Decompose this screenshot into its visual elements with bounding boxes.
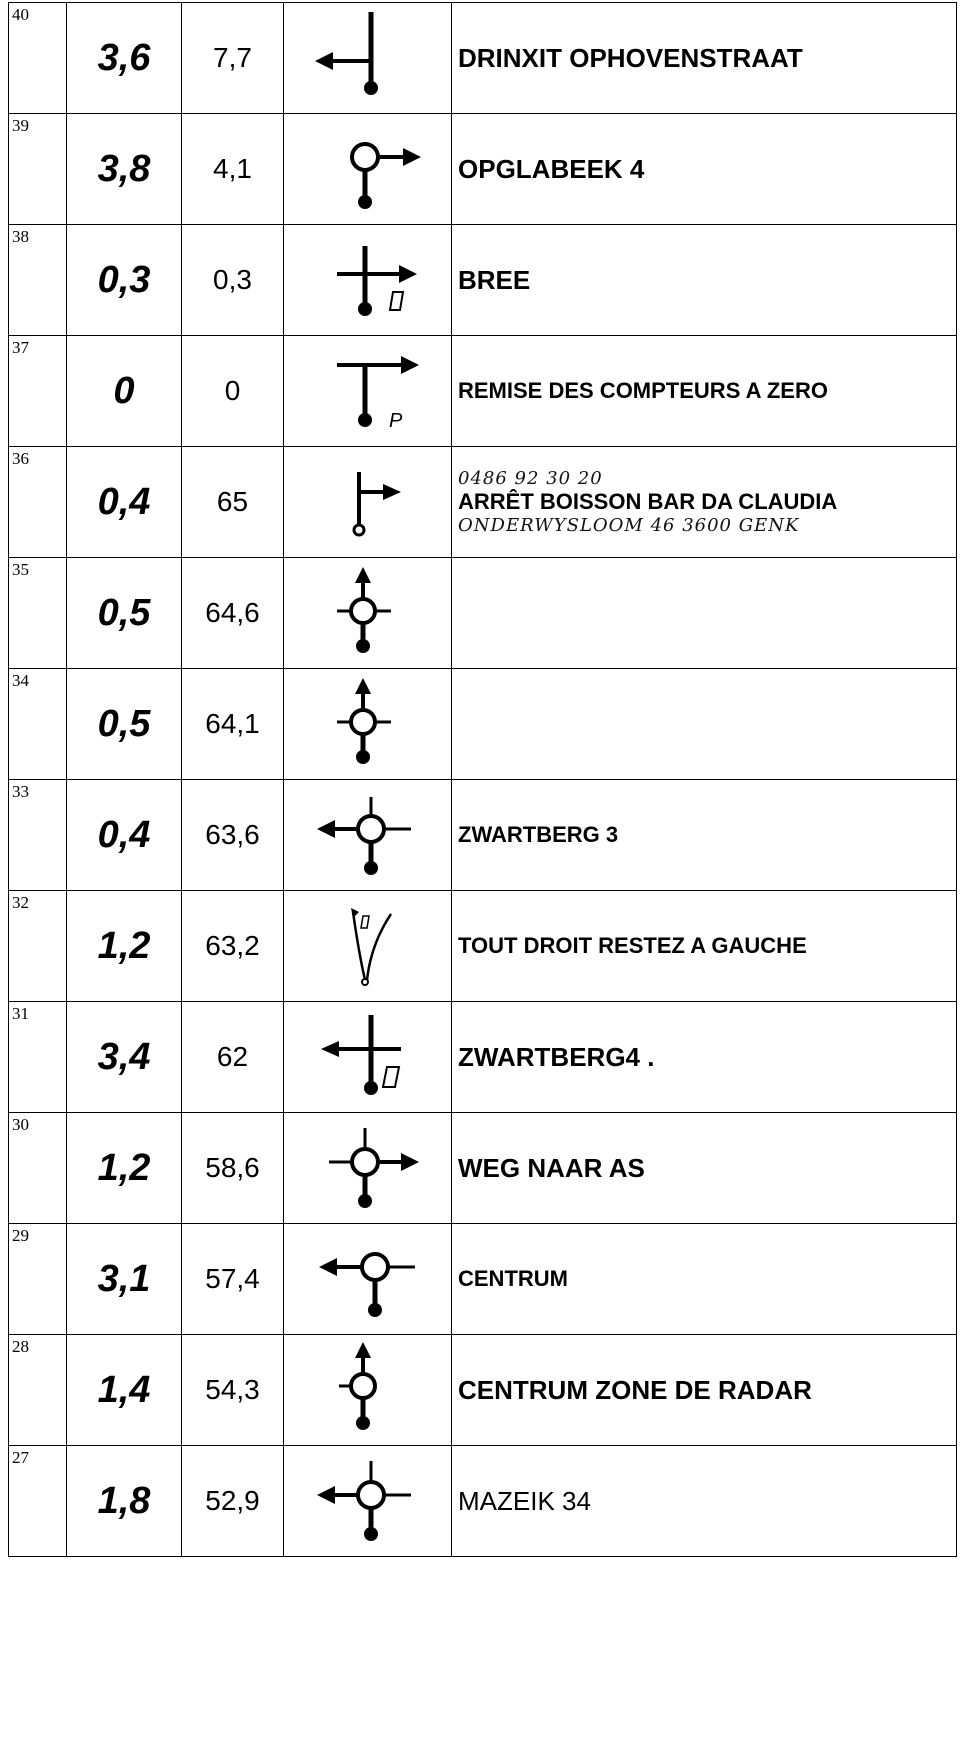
table-row	[9, 1446, 957, 1557]
row-number: 27	[12, 1448, 29, 1467]
left-turn-t-icon	[293, 6, 443, 110]
partial-distance: 0,3	[67, 225, 182, 336]
crossroads-left-sign-icon	[293, 1005, 443, 1109]
partial-distance: 0	[67, 336, 182, 447]
roundabout-straight-icon	[293, 1338, 443, 1442]
row-number: 39	[12, 116, 29, 135]
row-number: 40	[12, 5, 29, 24]
direction-text: REMISE DES COMPTEURS A ZERO	[452, 336, 957, 447]
roundabout-left-icon	[293, 1227, 443, 1331]
roundabout-straight-icon	[293, 672, 443, 776]
roundabout-left-icon	[293, 1449, 443, 1553]
total-distance: 62	[182, 1002, 284, 1113]
row-number: 32	[12, 893, 29, 912]
row-number: 38	[12, 227, 29, 246]
row-number: 36	[12, 449, 29, 468]
table-row	[9, 891, 957, 1002]
roadbook-table	[8, 2, 957, 1557]
row-number: 31	[12, 1004, 29, 1023]
t-junction-right-parking-icon	[293, 339, 443, 443]
table-row	[9, 780, 957, 891]
partial-distance: 1,4	[67, 1335, 182, 1446]
direction-text: BREE	[452, 225, 957, 336]
total-distance: 58,6	[182, 1113, 284, 1224]
total-distance: 64,6	[182, 558, 284, 669]
row-number: 28	[12, 1337, 29, 1356]
total-distance: 0	[182, 336, 284, 447]
table-row	[9, 336, 957, 447]
direction-text: TOUT DROIT RESTEZ A GAUCHE	[452, 891, 957, 1002]
row-number: 35	[12, 560, 29, 579]
partial-distance: 0,4	[67, 780, 182, 891]
table-row	[9, 1335, 957, 1446]
table-row	[9, 3, 957, 114]
turn-right-icon	[293, 450, 443, 554]
crossroads-right-sign-icon	[293, 228, 443, 332]
partial-distance: 3,4	[67, 1002, 182, 1113]
total-distance: 4,1	[182, 114, 284, 225]
total-distance: 57,4	[182, 1224, 284, 1335]
direction-text: OPGLABEEK 4	[452, 114, 957, 225]
handwritten-address: ONDERWYSLOOM 46 3600 GENK	[458, 515, 800, 536]
table-row	[9, 447, 957, 558]
row-number: 33	[12, 782, 29, 801]
partial-distance: 3,6	[67, 3, 182, 114]
table-row	[9, 114, 957, 225]
handwritten-phone: 0486 92 30 20	[458, 468, 603, 489]
table-row	[9, 558, 957, 669]
table-row	[9, 1113, 957, 1224]
direction-text: WEG NAAR AS	[452, 1113, 957, 1224]
partial-distance: 3,8	[67, 114, 182, 225]
total-distance: 54,3	[182, 1335, 284, 1446]
row-number: 34	[12, 671, 29, 690]
table-row	[9, 225, 957, 336]
roundabout-right-icon	[293, 1116, 443, 1220]
roundabout-right-icon	[293, 117, 443, 221]
partial-distance: 1,2	[67, 1113, 182, 1224]
parking-label: P	[388, 410, 402, 432]
direction-text	[452, 669, 957, 780]
partial-distance: 3,1	[67, 1224, 182, 1335]
table-row	[9, 669, 957, 780]
row-number: 37	[12, 338, 29, 357]
partial-distance: 0,5	[67, 669, 182, 780]
roundabout-left-icon	[293, 783, 443, 887]
direction-text: CENTRUM	[452, 1224, 957, 1335]
total-distance: 0,3	[182, 225, 284, 336]
table-row	[9, 1224, 957, 1335]
direction-text: MAZEIK 34	[452, 1446, 957, 1557]
fork-keep-left-icon	[293, 894, 443, 998]
partial-distance: 0,4	[67, 447, 182, 558]
direction-text: ZWARTBERG 3	[452, 780, 957, 891]
total-distance: 63,2	[182, 891, 284, 1002]
direction-text: CENTRUM ZONE DE RADAR	[452, 1335, 957, 1446]
total-distance: 52,9	[182, 1446, 284, 1557]
partial-distance: 0,5	[67, 558, 182, 669]
direction-text: ARRÊT BOISSON BAR DA CLAUDIA	[458, 489, 838, 514]
roundabout-straight-icon	[293, 561, 443, 665]
row-number: 29	[12, 1226, 29, 1245]
direction-text: DRINXIT OPHOVENSTRAAT	[452, 3, 957, 114]
direction-text	[452, 558, 957, 669]
total-distance: 7,7	[182, 3, 284, 114]
row-number: 30	[12, 1115, 29, 1134]
partial-distance: 1,8	[67, 1446, 182, 1557]
total-distance: 63,6	[182, 780, 284, 891]
total-distance: 64,1	[182, 669, 284, 780]
direction-text: ZWARTBERG4 .	[452, 1002, 957, 1113]
total-distance: 65	[182, 447, 284, 558]
partial-distance: 1,2	[67, 891, 182, 1002]
table-row	[9, 1002, 957, 1113]
